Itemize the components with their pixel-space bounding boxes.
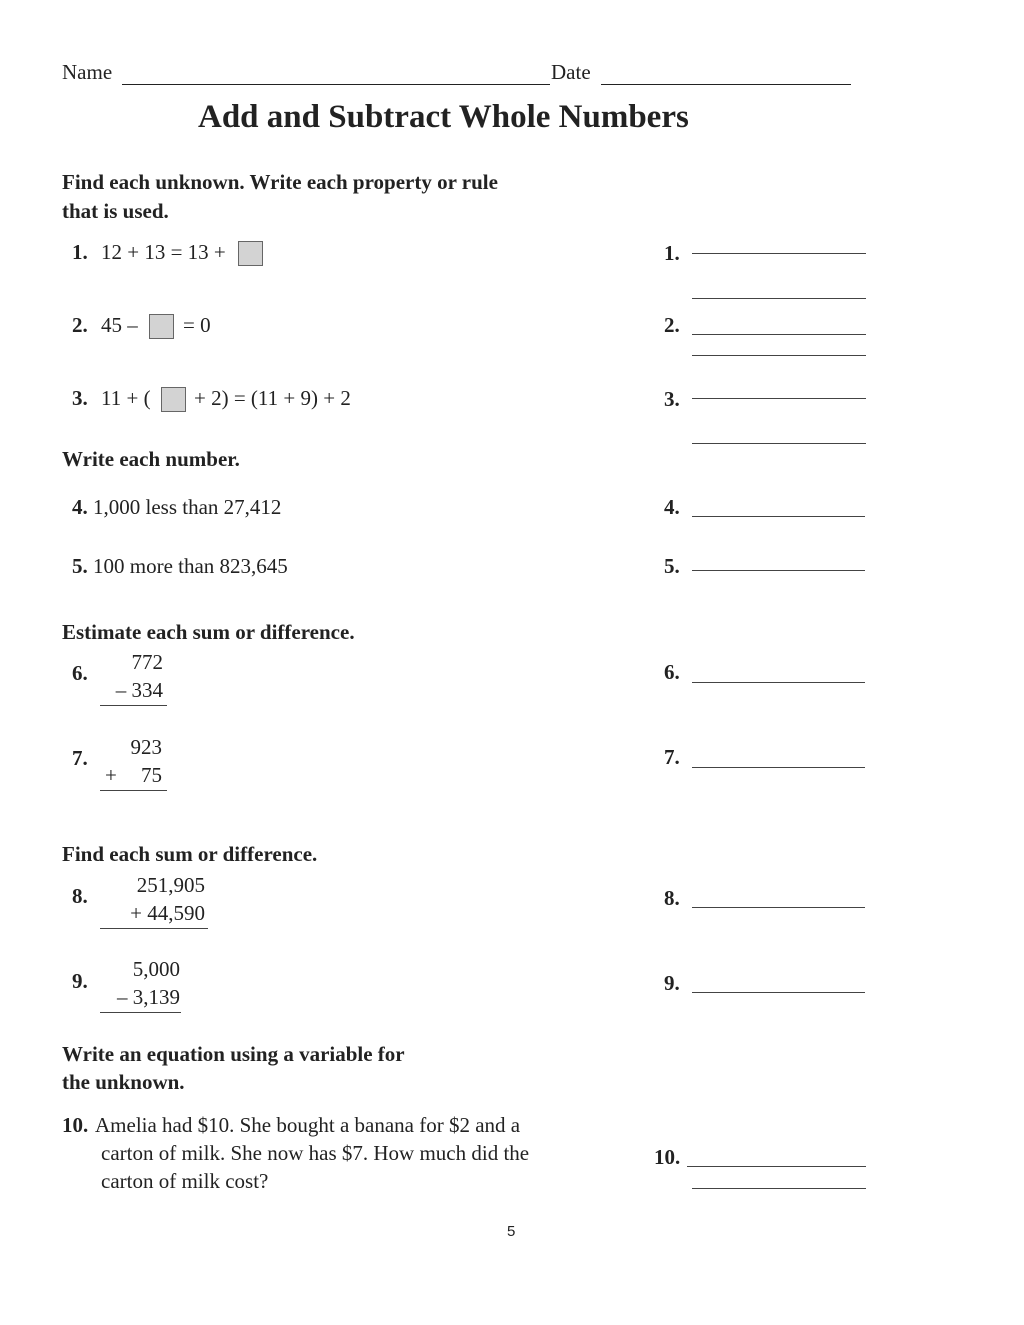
answer-4-label: 4. (664, 495, 680, 519)
name-label: Name (62, 60, 113, 84)
problem-5-number: 5. (72, 554, 88, 578)
date-field[interactable] (601, 84, 851, 85)
answer-6-line[interactable] (692, 682, 865, 683)
problem-5-text: 100 more than 823,645 (93, 554, 288, 578)
problem-3-unknown-box (161, 387, 186, 412)
problem-3-equation-right: + 2) = (11 + 9) + 2 (194, 386, 351, 410)
answer-1-line[interactable] (692, 253, 866, 254)
answer-9-label: 9. (664, 971, 680, 995)
answer-2-label: 2. (664, 313, 680, 337)
problem-10-line2: carton of milk. She now has $7. How much did the (101, 1141, 530, 1165)
answer-7-label: 7. (664, 745, 680, 769)
section-heading-unknown-line2: that is used. (62, 199, 169, 223)
answer-10-label: 10. (654, 1145, 681, 1169)
answer-2-property-line[interactable] (692, 355, 866, 356)
section-heading-unknown: Find each unknown. Write each property or rule (62, 170, 498, 194)
date-label: Date (551, 60, 591, 84)
problem-2-equation-left: 45 – (101, 313, 138, 337)
problem-3-number: 3. (72, 386, 88, 410)
problem-1-equation: 12 + 13 = 13 + (101, 240, 226, 264)
problem-3-equation-left: 11 + ( (101, 386, 151, 410)
page-number: 5 (507, 1223, 516, 1240)
problem-10-line1: Amelia had $10. She bought a banana for $2 and a (95, 1113, 521, 1137)
problem-2-number: 2. (72, 313, 88, 337)
page-title: Add and Subtract Whole Numbers (198, 99, 689, 135)
answer-9-line[interactable] (692, 992, 865, 993)
problem-8-top: 251,905 (136, 873, 205, 897)
problem-5 (72, 556, 288, 577)
problem-1-number: 1. (72, 240, 88, 264)
problem-9-bottom: – 3,139 (117, 985, 180, 1009)
problem-7-number: 7. (72, 746, 88, 770)
problem-8-rule (100, 928, 208, 929)
answer-5-line[interactable] (692, 570, 865, 571)
problem-7-top: 923 (130, 735, 162, 759)
answer-3-line[interactable] (692, 398, 866, 399)
section-heading-find-sum: Find each sum or difference. (62, 842, 318, 866)
problem-4 (72, 497, 281, 518)
problem-9-number: 9. (72, 969, 88, 993)
section-heading-equation-line2: the unknown. (62, 1070, 185, 1094)
problem-7-operator: + (105, 763, 117, 787)
answer-3-property-line[interactable] (692, 443, 866, 444)
section-heading-equation: Write an equation using a variable for (62, 1042, 405, 1066)
problem-8-bottom: + 44,590 (130, 901, 205, 925)
answer-1-label: 1. (664, 241, 680, 265)
problem-9-rule (100, 1012, 181, 1013)
section-heading-write-number: Write each number. (62, 447, 240, 471)
problem-10-number: 10. (62, 1113, 89, 1137)
name-field[interactable] (122, 84, 550, 85)
problem-4-text: 1,000 less than 27,412 (93, 495, 282, 519)
problem-6-top: 772 (131, 650, 163, 674)
problem-8-number: 8. (72, 884, 88, 908)
problem-9-top: 5,000 (132, 957, 180, 981)
problem-6-bottom: – 334 (115, 678, 163, 702)
answer-5-label: 5. (664, 554, 680, 578)
answer-2-line[interactable] (692, 334, 866, 335)
problem-7-rule (100, 790, 167, 791)
problem-2-unknown-box (149, 314, 174, 339)
answer-3-label: 3. (664, 387, 680, 411)
section-heading-estimate: Estimate each sum or difference. (62, 620, 355, 644)
problem-6-number: 6. (72, 661, 88, 685)
answer-10-equation-line[interactable] (692, 1188, 866, 1189)
answer-8-label: 8. (664, 886, 680, 910)
problem-6-rule (100, 705, 167, 706)
answer-4-line[interactable] (692, 516, 865, 517)
problem-2-equation-right: = 0 (183, 313, 211, 337)
answer-8-line[interactable] (692, 907, 865, 908)
answer-6-label: 6. (664, 660, 680, 684)
answer-1-property-line[interactable] (692, 298, 866, 299)
problem-10-line3: carton of milk cost? (101, 1169, 269, 1193)
answer-7-line[interactable] (692, 767, 865, 768)
problem-1-unknown-box (238, 241, 263, 266)
problem-4-number: 4. (72, 495, 88, 519)
answer-10-line[interactable] (687, 1166, 866, 1167)
problem-7-bottom: 75 (141, 763, 162, 787)
